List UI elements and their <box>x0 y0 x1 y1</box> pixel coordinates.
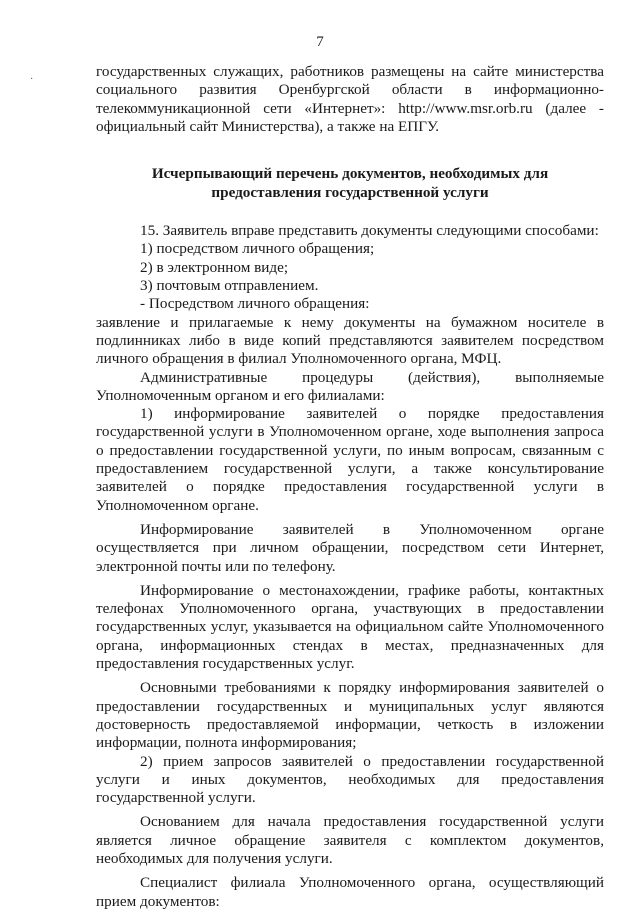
paragraph-basis: Основанием для начала предоставления государственной услуги является личное обращение заявителя с комплектом документов, необходимых для получения услуги. <box>96 813 604 867</box>
margin-mark: · <box>30 74 34 85</box>
personal-appeal-item: - Посредством личного обращения: <box>140 295 370 313</box>
paragraph-reception: 2) прием запросов заявителей о предоставлении государственной услуги и иных документов, необходимых для предоставления государственной услуги. <box>96 752 604 807</box>
list-item-3: 3) почтовым отправлением. <box>140 277 319 295</box>
paragraph-15: 15. Заявитель вправе представить документы следующими способами: <box>140 222 599 240</box>
paragraph-specialist: Специалист филиала Уполномоченного органа, осуществляющий прием документов: <box>96 874 604 910</box>
paragraph-informing-1: 1) информирование заявителей о порядке предоставления государственной услуги в Уполномоченном органе, ходе выполнения запроса о предоставлении государственной услуги, по иным вопросам, связанным с предоставлением государственной услуги, а также консультирование заявителей о порядке предоставления государственной услуги в Уполномоченном органе. <box>96 405 604 514</box>
section-heading: Исчерпывающий перечень документов, необходимых для предоставления государственной услуги <box>151 165 549 202</box>
paragraph-informing-2: Информирование заявителей в Уполномоченном органе осуществляется при личном обращении, посредством сети Интернет, электронной почты или по телефону. <box>96 520 604 575</box>
list-item-1: 1) посредством личного обращения; <box>140 240 375 258</box>
paragraph-intro: государственных служащих, работников размещены на сайте министерства социального развития Оренбургской области в информационно-телекоммуникационной сети «Интернет»: http://www.msr.orb.ru (далее - официальный сайт Министерства), а также на ЕПГУ. <box>96 63 604 135</box>
paragraph-admin-procedures: Административные процедуры (действия), выполняемые Уполномоченным органом и его филиалами: <box>96 368 604 404</box>
paragraph-informing-3: Информирование о местонахождении, графике работы, контактных телефонах Уполномоченного органа, участвующих в предоставлении государственных услуг, указывается на официальном сайте Уполномоченного органа, информационных стендах в местах, предназначенных для предоставления государственных услуг. <box>96 581 604 673</box>
page-number: 7 <box>316 34 324 50</box>
paragraph-statement: заявление и прилагаемые к нему документы на бумажном носителе в подлинниках либо в виде копий представляются заявителем посредством личного обращения в филиал Уполномоченного органа, МФЦ. <box>96 313 604 368</box>
document-body <box>96 63 604 911</box>
paragraph-requirements: Основными требованиями к порядку информирования заявителей о предоставлении государственных и муниципальных услуг являются достоверность предоставляемой информации, четкость в изложении информации, полнота информирования; <box>96 679 604 752</box>
list-item-2: 2) в электронном виде; <box>140 258 289 276</box>
